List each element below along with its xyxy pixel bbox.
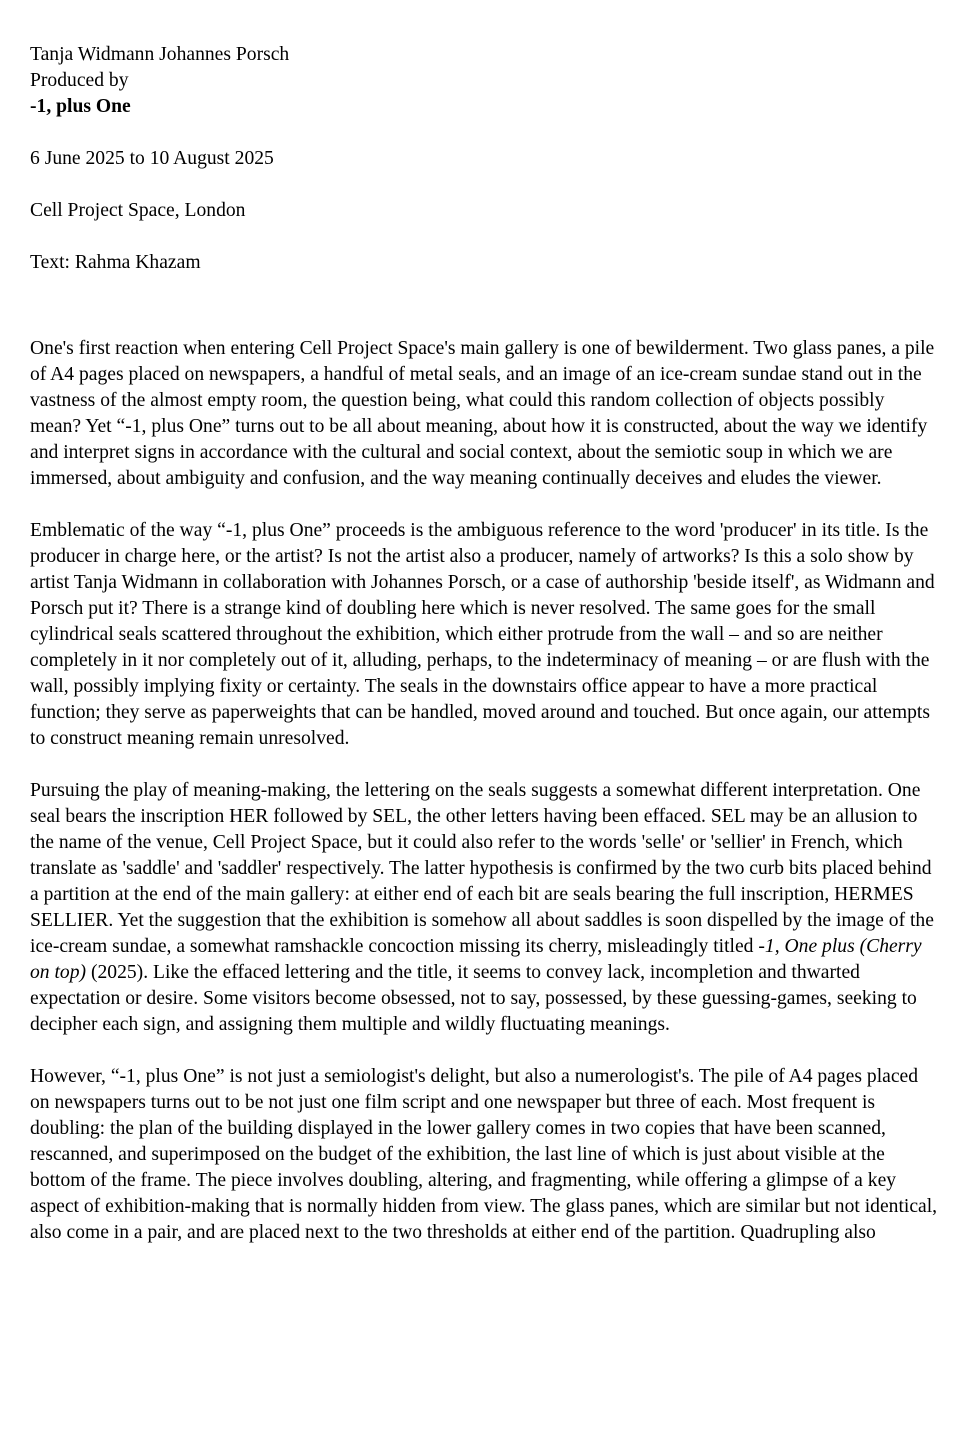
paragraph-text: (2025). Like the effaced lettering and the title, it seems to convey lack, incompletion and thwarted expectation or desire. Some visitors become obsessed, not to say, possessed, by these guessing-games, seeking to decipher each sign, and assigning them multiple and wildly fluctuating meanings. [30, 962, 917, 1035]
paragraph-text: Pursuing the play of meaning-making, the lettering on the seals suggests a somewhat different interpretation. One seal bears the inscription HER followed by SEL, the other letters having been effaced. SEL may be an allusion to the name of the venue, Cell Project Space, but it could also refer to the words 'selle' or 'sellier' in French, which translate as 'saddle' and 'saddler' respectively. The latter hypothesis is confirmed by the two curb bits placed behind a partition at the end of the main gallery: at either end of each bit are seals bearing the full inscription, HERMES SELLIER. Yet the suggestion that the exhibition is somehow all about saddles is soon dispelled by the image of the ice-cream sundae, a somewhat ramshackle concoction missing its cherry, misleadingly titled [30, 780, 934, 957]
body-paragraph [30, 518, 940, 752]
artist-names: Tanja Widmann Johannes Porsch [30, 44, 290, 65]
body-text [30, 336, 940, 1246]
body-paragraph [30, 336, 940, 492]
text-credit-line: Text: Rahma Khazam [30, 252, 201, 273]
produced-by-line: Produced by [30, 70, 129, 91]
paragraph-text: However, “-1, plus One” is not just a semiologist's delight, but also a numerologist's. The pile of A4 pages placed on newspapers turns out to be not just one film script and one newspaper but three of each. Most frequent is doubling: the plan of the building displayed in the lower gallery comes in two copies that have been scanned, rescanned, and superimposed on the budget of the exhibition, the last line of which is just about visible at the bottom of the frame. The piece involves doubling, altering, and fragmenting, while offering a glimpse of a key aspect of exhibition-making that is normally hidden from view. The glass panes, which are similar but not identical, also come in a pair, and are placed next to the two thresholds at either end of the partition. Quadrupling also [30, 1066, 938, 1243]
paragraph-text: One's first reaction when entering Cell Project Space's main gallery is one of bewilderment. Two glass panes, a pile of A4 pages placed on newspapers, a handful of metal seals, and an image of an ice-cream sundae stand out in the vastness of the almost empty room, the question being, what could this random collection of objects possibly mean? Yet “-1, plus One” turns out to be all about meaning, about how it is constructed, about the way we identify and interpret signs in accordance with the cultural and social context, about the semiotic soup in which we are immersed, about ambiguity and confusion, and the way meaning continually deceives and eludes the viewer. [30, 338, 935, 489]
document-header [30, 42, 940, 120]
artwork-title-italic: -1, One plus (Cherry on top) [30, 936, 922, 983]
venue-line: Cell Project Space, London [30, 200, 246, 221]
exhibition-dates: 6 June 2025 to 10 August 2025 [30, 148, 274, 169]
exhibition-title: -1, plus One [30, 96, 131, 117]
body-paragraph [30, 778, 940, 1038]
body-paragraph [30, 1064, 940, 1246]
paragraph-text: Emblematic of the way “-1, plus One” proceeds is the ambiguous reference to the word 'producer' in its title. Is the producer in charge here, or the artist? Is not the artist also a producer, namely of artworks? Is this a solo show by artist Tanja Widmann in collaboration with Johannes Porsch, or a case of authorship 'beside itself', as Widmann and Porsch put it? There is a strange kind of doubling here which is never resolved. The same goes for the small cylindrical seals scattered throughout the exhibition, which either protrude from the wall – and so are neither completely in it nor completely out of it, alluding, perhaps, to the indeterminacy of meaning – or are flush with the wall, possibly implying fixity or certainty. The seals in the downstairs office appear to have a more practical function; they serve as paperweights that can be handled, moved around and touched. But once again, our attempts to construct meaning remain unresolved. [30, 520, 935, 749]
